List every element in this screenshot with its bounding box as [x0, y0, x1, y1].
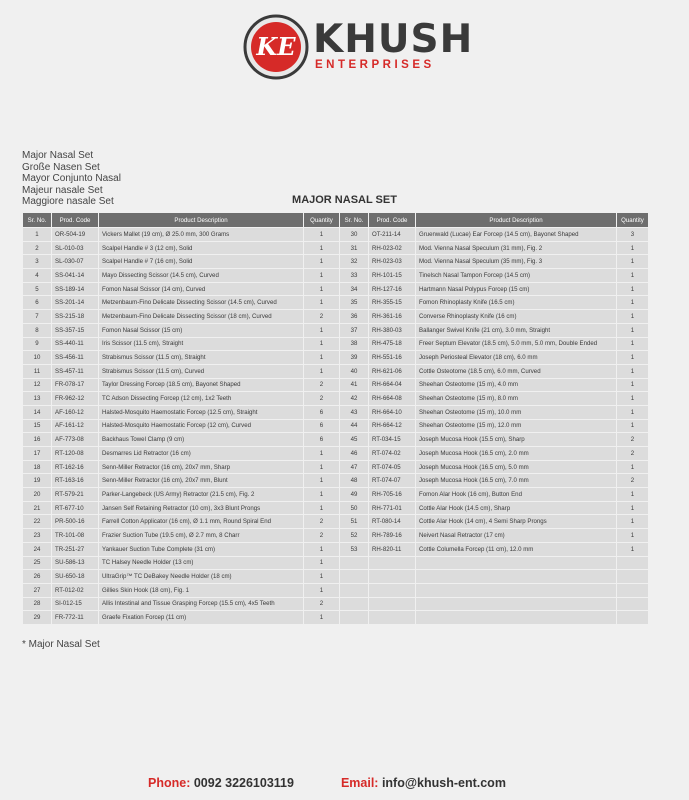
header-code: Prod. Code — [52, 213, 98, 227]
cell-code: OT-211-14 — [369, 228, 415, 241]
cell-description: Tinelsch Nasal Tampon Forcep (14.5 cm) — [416, 269, 616, 282]
cell-quantity: 1 — [304, 474, 339, 487]
cell-quantity: 1 — [304, 338, 339, 351]
cell-code: SL-030-07 — [52, 255, 98, 268]
cell-sr: 9 — [23, 338, 51, 351]
table-row — [23, 461, 648, 474]
cell-description: Mod. Vienna Nasal Speculum (31 mm), Fig. 2 — [416, 242, 616, 255]
cell-sr: 21 — [23, 502, 51, 515]
cell-quantity: 1 — [617, 379, 648, 392]
cell-sr: 30 — [340, 228, 368, 241]
cell-quantity: 1 — [304, 584, 339, 597]
table-row — [23, 379, 648, 392]
table-row — [23, 488, 648, 501]
header-quantity: Quantity — [304, 213, 339, 227]
cell-description: Iris Scissor (11.5 cm), Straight — [99, 338, 303, 351]
cell-code: RH-551-16 — [369, 351, 415, 364]
cell-code: AF-773-08 — [52, 433, 98, 446]
cell-quantity: 1 — [617, 420, 648, 433]
cell-description: TC Halsey Needle Holder (13 cm) — [99, 557, 303, 570]
table-row — [23, 543, 648, 556]
cell-description — [416, 598, 616, 611]
cell-code: RT-074-05 — [369, 461, 415, 474]
cell-description: Joseph Mucosa Hook (16.5 cm), 7.0 mm — [416, 474, 616, 487]
table-row — [23, 611, 648, 624]
cell-description: Jansen Self Retaining Retractor (10 cm), 3x3 Blunt Prongs — [99, 502, 303, 515]
cell-description: Joseph Mucosa Hook (15.5 cm), Sharp — [416, 433, 616, 446]
cell-description: Taylor Dressing Forcep (18.5 cm), Bayonet Shaped — [99, 379, 303, 392]
table-row — [23, 474, 648, 487]
cell-quantity: 1 — [617, 488, 648, 501]
cell-description: Gruenwald (Lucae) Ear Forcep (14.5 cm), Bayonet Shaped — [416, 228, 616, 241]
email-address: info@khush-ent.com — [381, 776, 506, 790]
footnote: * Major Nasal Set — [22, 639, 100, 650]
cell-quantity — [617, 570, 648, 583]
brand-name: KHUSH — [313, 17, 474, 62]
contact-info — [148, 776, 506, 790]
cell-quantity: 1 — [617, 283, 648, 296]
cell-code: RT-034-15 — [369, 433, 415, 446]
cell-quantity: 1 — [304, 447, 339, 460]
cell-code — [369, 611, 415, 624]
cell-sr: 34 — [340, 283, 368, 296]
cell-sr: 43 — [340, 406, 368, 419]
cell-quantity — [617, 584, 648, 597]
cell-quantity: 1 — [304, 351, 339, 364]
cell-quantity: 1 — [617, 529, 648, 542]
cell-description — [416, 611, 616, 624]
cell-quantity: 2 — [304, 379, 339, 392]
cell-code: SS-457-11 — [52, 365, 98, 378]
cell-description: Joseph Mucosa Hook (16.5 cm), 5.0 mm — [416, 461, 616, 474]
cell-description: Metzenbaum-Fino Delicate Dissecting Scissor (18 cm), Curved — [99, 310, 303, 323]
cell-sr: 31 — [340, 242, 368, 255]
cell-code: RT-074-07 — [369, 474, 415, 487]
cell-code: RH-355-15 — [369, 296, 415, 309]
cell-sr: 37 — [340, 324, 368, 337]
cell-sr: 12 — [23, 379, 51, 392]
cell-sr: 1 — [23, 228, 51, 241]
cell-sr: 32 — [340, 255, 368, 268]
svg-text:KE: KE — [256, 32, 296, 61]
cell-description: Allis Intestinal and Tissue Grasping Forcep (15.5 cm), 4x5 Teeth — [99, 598, 303, 611]
cell-quantity: 1 — [304, 365, 339, 378]
cell-sr: 7 — [23, 310, 51, 323]
cell-description: UltraGrip™ TC DeBakey Needle Holder (18 cm) — [99, 570, 303, 583]
cell-quantity: 1 — [304, 611, 339, 624]
table-row — [23, 584, 648, 597]
cell-code: SS-440-11 — [52, 338, 98, 351]
cell-code: RH-664-04 — [369, 379, 415, 392]
cell-description: Sheehan Osteotome (15 m), 8.0 mm — [416, 392, 616, 405]
header-quantity: Quantity — [617, 213, 648, 227]
cell-sr: 23 — [23, 529, 51, 542]
cell-description: Strabismus Scissor (11.5 cm), Curved — [99, 365, 303, 378]
table-row — [23, 283, 648, 296]
cell-sr: 46 — [340, 447, 368, 460]
cell-quantity: 1 — [617, 269, 648, 282]
cell-description — [416, 570, 616, 583]
table-row — [23, 529, 648, 542]
cell-quantity: 1 — [617, 296, 648, 309]
cell-sr: 25 — [23, 557, 51, 570]
cell-quantity: 1 — [304, 228, 339, 241]
cell-description: Backhaus Towel Clamp (9 cm) — [99, 433, 303, 446]
cell-code: SU-586-13 — [52, 557, 98, 570]
cell-code — [369, 557, 415, 570]
cell-code: RH-380-03 — [369, 324, 415, 337]
cell-code: RH-771-01 — [369, 502, 415, 515]
cell-description: Mayo Dissecting Scissor (14.5 cm), Curved — [99, 269, 303, 282]
cell-sr: 6 — [23, 296, 51, 309]
language-title: Majeur nasale Set — [22, 184, 103, 196]
cell-sr: 17 — [23, 447, 51, 460]
cell-code: SL-010-03 — [52, 242, 98, 255]
cell-sr — [340, 557, 368, 570]
cell-sr: 40 — [340, 365, 368, 378]
cell-code: FR-772-11 — [52, 611, 98, 624]
cell-quantity: 1 — [617, 324, 648, 337]
cell-quantity: 1 — [617, 255, 648, 268]
cell-code: RH-023-02 — [369, 242, 415, 255]
cell-sr: 29 — [23, 611, 51, 624]
cell-sr: 16 — [23, 433, 51, 446]
cell-quantity: 6 — [304, 433, 339, 446]
cell-sr: 47 — [340, 461, 368, 474]
cell-code: RT-163-16 — [52, 474, 98, 487]
cell-code: OR-504-19 — [52, 228, 98, 241]
cell-description: Ballanger Swivel Knife (21 cm), 3.0 mm, Straight — [416, 324, 616, 337]
cell-description: Metzenbaum-Fino Delicate Dissecting Scissor (14.5 cm), Curved — [99, 296, 303, 309]
cell-quantity: 2 — [617, 447, 648, 460]
cell-sr: 22 — [23, 515, 51, 528]
cell-code: RT-162-16 — [52, 461, 98, 474]
cell-quantity: 2 — [304, 529, 339, 542]
cell-description: Senn-Miller Retractor (16 cm), 20x7 mm, Blunt — [99, 474, 303, 487]
cell-quantity — [617, 611, 648, 624]
cell-code: AF-161-12 — [52, 420, 98, 433]
cell-code: RH-023-03 — [369, 255, 415, 268]
cell-code: RT-080-14 — [369, 515, 415, 528]
cell-quantity: 1 — [304, 570, 339, 583]
cell-description: Gillies Skin Hook (18 cm), Fig. 1 — [99, 584, 303, 597]
cell-sr: 8 — [23, 324, 51, 337]
table-row — [23, 242, 648, 255]
cell-quantity: 1 — [304, 283, 339, 296]
cell-sr: 33 — [340, 269, 368, 282]
cell-code: RH-664-08 — [369, 392, 415, 405]
cell-description: Scalpel Handle # 7 (16 cm), Solid — [99, 255, 303, 268]
cell-sr: 13 — [23, 392, 51, 405]
cell-description: Frazier Suction Tube (19.5 cm), Ø 2.7 mm, 8 Charr — [99, 529, 303, 542]
header-description: Product Description — [416, 213, 616, 227]
cell-sr: 5 — [23, 283, 51, 296]
header-sr: Sr. No. — [340, 213, 368, 227]
table-row — [23, 515, 648, 528]
cell-sr: 42 — [340, 392, 368, 405]
table-row — [23, 365, 648, 378]
cell-sr — [340, 584, 368, 597]
cell-quantity: 2 — [304, 598, 339, 611]
cell-sr: 20 — [23, 488, 51, 501]
cell-code: RH-621-06 — [369, 365, 415, 378]
cell-quantity: 1 — [304, 543, 339, 556]
cell-sr: 44 — [340, 420, 368, 433]
table-row — [23, 570, 648, 583]
cell-description: Joseph Periosteal Elevator (18 cm), 6.0 mm — [416, 351, 616, 364]
cell-code: TR-101-08 — [52, 529, 98, 542]
cell-quantity: 1 — [617, 310, 648, 323]
cell-description: Vickers Mallet (19 cm), Ø 25.0 mm, 300 Grams — [99, 228, 303, 241]
cell-quantity: 1 — [304, 557, 339, 570]
cell-description — [416, 584, 616, 597]
cell-quantity: 1 — [304, 242, 339, 255]
cell-quantity: 2 — [617, 474, 648, 487]
cell-description: Cottle Columella Forcep (11 cm), 12.0 mm — [416, 543, 616, 556]
table-row — [23, 296, 648, 309]
cell-quantity: 1 — [617, 543, 648, 556]
cell-quantity: 1 — [304, 296, 339, 309]
cell-code: FR-078-17 — [52, 379, 98, 392]
table-row — [23, 392, 648, 405]
cell-sr: 52 — [340, 529, 368, 542]
cell-quantity — [617, 557, 648, 570]
cell-quantity: 6 — [304, 420, 339, 433]
cell-sr: 39 — [340, 351, 368, 364]
cell-sr: 48 — [340, 474, 368, 487]
cell-description: Farrell Cotton Applicator (16 cm), Ø 1.1 mm, Round Spiral End — [99, 515, 303, 528]
cell-description: Cottle Alar Hook (14 cm), 4 Semi Sharp Prongs — [416, 515, 616, 528]
table-row — [23, 310, 648, 323]
header-code: Prod. Code — [369, 213, 415, 227]
cell-sr: 45 — [340, 433, 368, 446]
header-sr: Sr. No. — [23, 213, 51, 227]
cell-code: RH-101-15 — [369, 269, 415, 282]
ke-logo-icon — [243, 14, 309, 80]
cell-description: Mod. Vienna Nasal Speculum (35 mm), Fig. 3 — [416, 255, 616, 268]
cell-description: Strabismus Scissor (11.5 cm), Straight — [99, 351, 303, 364]
cell-quantity: 1 — [617, 515, 648, 528]
cell-quantity: 2 — [304, 310, 339, 323]
table-row — [23, 338, 648, 351]
cell-description: Converse Rhinoplasty Knife (16 cm) — [416, 310, 616, 323]
cell-description: Fomon Rhinoplasty Knife (16.5 cm) — [416, 296, 616, 309]
cell-code: PR-500-16 — [52, 515, 98, 528]
cell-description: Desmarres Lid Retractor (16 cm) — [99, 447, 303, 460]
phone-number: 0092 3226103119 — [193, 776, 294, 790]
cell-description: Hartmann Nasal Polypus Forcep (15 cm) — [416, 283, 616, 296]
cell-code: SS-456-11 — [52, 351, 98, 364]
cell-code: SS-357-15 — [52, 324, 98, 337]
cell-code: SS-041-14 — [52, 269, 98, 282]
cell-description: Halsted-Mosquito Haemostatic Forcep (12 cm), Curved — [99, 420, 303, 433]
cell-code: SI-012-15 — [52, 598, 98, 611]
cell-quantity: 2 — [617, 433, 648, 446]
cell-sr: 36 — [340, 310, 368, 323]
cell-sr — [340, 570, 368, 583]
cell-description: Neivert Nasal Retractor (17 cm) — [416, 529, 616, 542]
table-header-row — [23, 213, 648, 227]
cell-sr: 14 — [23, 406, 51, 419]
table-row — [23, 228, 648, 241]
cell-quantity: 1 — [617, 502, 648, 515]
cell-sr — [340, 598, 368, 611]
cell-code: AF-160-12 — [52, 406, 98, 419]
cell-description: Graefe Fixation Forcep (11 cm) — [99, 611, 303, 624]
phone-label: Phone: — [148, 776, 191, 790]
cell-code: SS-215-18 — [52, 310, 98, 323]
cell-sr: 38 — [340, 338, 368, 351]
cell-code: RH-789-16 — [369, 529, 415, 542]
cell-code: FR-962-12 — [52, 392, 98, 405]
cell-description: Parker-Langebeck (US Army) Retractor (21.5 cm), Fig. 2 — [99, 488, 303, 501]
cell-quantity: 1 — [617, 351, 648, 364]
cell-description: Joseph Mucosa Hook (16.5 cm), 2.0 mm — [416, 447, 616, 460]
cell-sr: 11 — [23, 365, 51, 378]
table-row — [23, 351, 648, 364]
cell-quantity: 1 — [304, 502, 339, 515]
company-logo — [243, 14, 474, 80]
table-row — [23, 255, 648, 268]
cell-code: RT-677-10 — [52, 502, 98, 515]
table-row — [23, 433, 648, 446]
cell-sr: 24 — [23, 543, 51, 556]
language-title: Maggiore nasale Set — [22, 196, 114, 207]
cell-sr: 51 — [340, 515, 368, 528]
cell-quantity: 3 — [617, 228, 648, 241]
table-row — [23, 406, 648, 419]
cell-description: Cottle Osteotome (18.5 cm), 6.0 mm, Curved — [416, 365, 616, 378]
cell-code: RT-579-21 — [52, 488, 98, 501]
cell-code: RH-664-12 — [369, 420, 415, 433]
cell-code: SS-201-14 — [52, 296, 98, 309]
cell-description: Fomon Nasal Scissor (15 cm) — [99, 324, 303, 337]
table-body — [23, 228, 648, 624]
language-title: Major Nasal Set — [22, 150, 94, 161]
cell-code: RH-361-16 — [369, 310, 415, 323]
table-row — [23, 447, 648, 460]
cell-sr: 10 — [23, 351, 51, 364]
document-title: MAJOR NASAL SET — [292, 194, 397, 206]
cell-sr: 49 — [340, 488, 368, 501]
cell-quantity: 2 — [304, 515, 339, 528]
cell-code: RT-074-02 — [369, 447, 415, 460]
cell-code — [369, 570, 415, 583]
cell-sr: 28 — [23, 598, 51, 611]
cell-quantity: 1 — [617, 406, 648, 419]
cell-sr: 19 — [23, 474, 51, 487]
cell-code — [369, 598, 415, 611]
language-title: Große Nasen Set — [22, 161, 100, 173]
cell-quantity: 1 — [304, 269, 339, 282]
language-title: Mayor Conjunto Nasal — [22, 173, 121, 184]
cell-code: RH-664-10 — [369, 406, 415, 419]
cell-code: SS-189-14 — [52, 283, 98, 296]
cell-quantity: 1 — [617, 392, 648, 405]
cell-sr: 50 — [340, 502, 368, 515]
cell-code: SU-650-18 — [52, 570, 98, 583]
cell-sr: 3 — [23, 255, 51, 268]
cell-description: Senn-Miller Retractor (16 cm), 20x7 mm, Sharp — [99, 461, 303, 474]
cell-sr: 2 — [23, 242, 51, 255]
cell-quantity: 1 — [617, 461, 648, 474]
cell-sr: 35 — [340, 296, 368, 309]
cell-quantity: 1 — [304, 324, 339, 337]
cell-description: Cottle Alar Hook (14.5 cm), Sharp — [416, 502, 616, 515]
cell-description: Halsted-Mosquito Haemostatic Forcep (12.5 cm), Straight — [99, 406, 303, 419]
cell-description: Sheehan Osteotome (15 m), 4.0 mm — [416, 379, 616, 392]
cell-sr: 27 — [23, 584, 51, 597]
cell-code: RT-012-02 — [52, 584, 98, 597]
cell-sr: 53 — [340, 543, 368, 556]
cell-description — [416, 557, 616, 570]
cell-quantity: 2 — [304, 392, 339, 405]
cell-code: RH-705-16 — [369, 488, 415, 501]
cell-code: RH-127-16 — [369, 283, 415, 296]
cell-quantity — [617, 598, 648, 611]
cell-sr: 18 — [23, 461, 51, 474]
cell-description: Freer Septum Elevator (18.5 cm), 5.0 mm, 5.0 mm, Double Ended — [416, 338, 616, 351]
cell-description: Fomon Nasal Scissor (14 cm), Curved — [99, 283, 303, 296]
cell-quantity: 1 — [617, 338, 648, 351]
cell-quantity: 6 — [304, 406, 339, 419]
table-row — [23, 324, 648, 337]
header-description: Product Description — [99, 213, 303, 227]
table-row — [23, 502, 648, 515]
cell-quantity: 1 — [304, 255, 339, 268]
cell-description: TC Adson Dissecting Forcep (12 cm), 1x2 Teeth — [99, 392, 303, 405]
cell-code: RT-120-08 — [52, 447, 98, 460]
cell-sr: 4 — [23, 269, 51, 282]
cell-sr — [340, 611, 368, 624]
table-row — [23, 269, 648, 282]
cell-sr: 15 — [23, 420, 51, 433]
cell-code — [369, 584, 415, 597]
cell-sr: 41 — [340, 379, 368, 392]
table-row — [23, 420, 648, 433]
instrument-table — [22, 212, 649, 625]
cell-quantity: 1 — [617, 365, 648, 378]
table-row — [23, 557, 648, 570]
cell-quantity: 1 — [304, 488, 339, 501]
cell-quantity: 1 — [304, 461, 339, 474]
cell-quantity: 1 — [617, 242, 648, 255]
cell-code: TR-251-27 — [52, 543, 98, 556]
table-row — [23, 598, 648, 611]
cell-code: RH-820-11 — [369, 543, 415, 556]
cell-description: Sheehan Osteotome (15 m), 12.0 mm — [416, 420, 616, 433]
cell-description: Yankauer Suction Tube Complete (31 cm) — [99, 543, 303, 556]
cell-description: Fomon Alar Hook (16 cm), Button End — [416, 488, 616, 501]
cell-sr: 26 — [23, 570, 51, 583]
cell-description: Sheehan Osteotome (15 m), 10.0 mm — [416, 406, 616, 419]
email-label: Email: — [340, 776, 379, 790]
cell-code: RH-475-18 — [369, 338, 415, 351]
cell-description: Scalpel Handle # 3 (12 cm), Solid — [99, 242, 303, 255]
brand-subtitle: ENTERPRISES — [315, 59, 435, 71]
